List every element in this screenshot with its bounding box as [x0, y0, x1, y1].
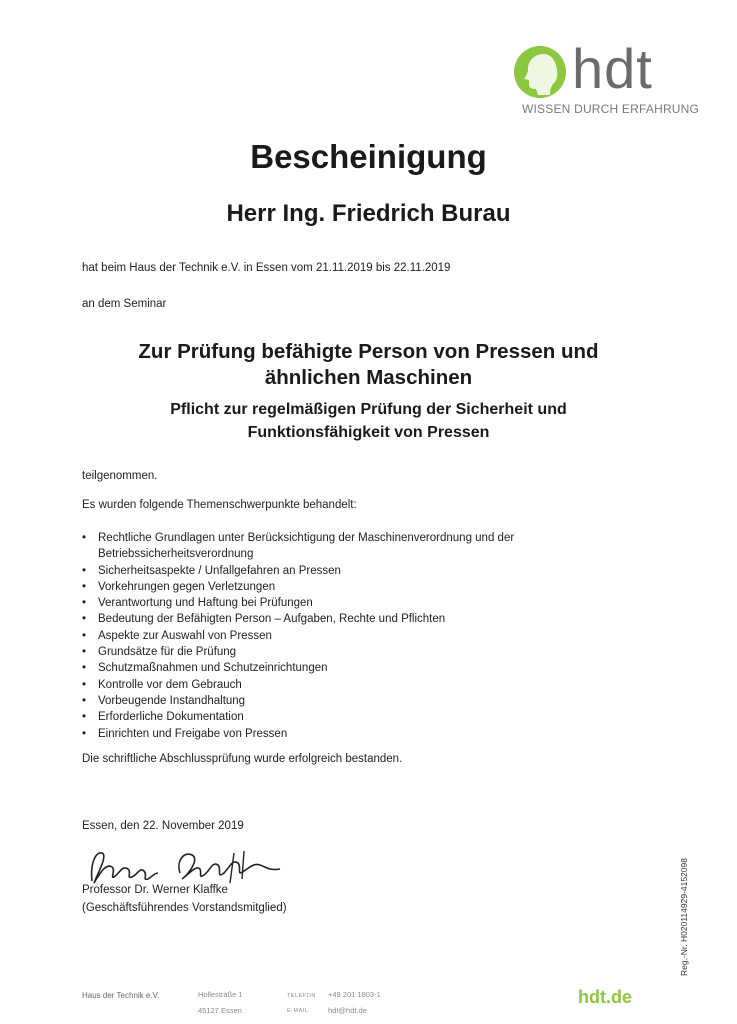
list-item: • Schutzmaßnahmen und Schutzeinrichtungen: [82, 660, 542, 676]
list-item: • Grundsätze für die Prüfung: [82, 644, 542, 660]
seminar-label: an dem Seminar: [82, 298, 167, 310]
head-silhouette-icon: [514, 46, 566, 98]
footer-email[interactable]: hdt@hdt.de: [328, 1006, 367, 1015]
seminar-title-line: ähnlichen Maschinen: [264, 366, 473, 389]
footer-phone: +49 201 1803-1: [328, 990, 381, 999]
seminar-subtitle: [0, 398, 737, 444]
hdt-logo: [514, 37, 700, 122]
footer-phone-label: TELEFON: [287, 993, 316, 999]
topics-list: [82, 530, 542, 742]
list-item: • Vorbeugende Instandhaltung: [82, 693, 542, 709]
list-item: • Sicherheitsaspekte / Unfallgefahren an Pressen: [82, 563, 542, 579]
list-item: • Erforderliche Dokumentation: [82, 709, 542, 725]
recipient-name: Herr Ing. Friedrich Burau: [226, 200, 511, 227]
seminar-subtitle-line: Pflicht zur regelmäßigen Prüfung der Sicherheit und: [170, 401, 567, 418]
footer-street: Hollestraße 1: [198, 990, 243, 999]
page-title: Bescheinigung: [250, 138, 487, 175]
list-item: • Bedeutung der Befähigten Person – Aufgaben, Rechte und Pflichten: [82, 611, 542, 627]
place-date: Essen, den 22. November 2019: [82, 820, 244, 832]
intro-text: hat beim Haus der Technik e.V. in Essen vom 21.11.2019 bis 22.11.2019: [82, 262, 451, 274]
seminar-title: [0, 339, 737, 391]
registration-number: Reg.-Nr. H020114929-4152098: [679, 858, 689, 976]
footer-website[interactable]: hdt.de: [578, 987, 632, 1007]
logo-wordmark: hdt: [572, 37, 653, 100]
list-item: • Rechtliche Grundlagen unter Berücksichtigung der Maschinenverordnung und der Betriebssicherheitsverordnung: [82, 530, 542, 563]
list-item: • Aspekte zur Auswahl von Pressen: [82, 628, 542, 644]
list-item: • Verantwortung und Haftung bei Prüfungen: [82, 595, 542, 611]
topics-heading: Es wurden folgende Themenschwerpunkte behandelt:: [82, 499, 357, 511]
list-item: • Kontrolle vor dem Gebrauch: [82, 677, 542, 693]
logo-tagline: WISSEN DURCH ERFAHRUNG: [522, 102, 700, 116]
head-silhouette-graphic: [514, 46, 566, 98]
footer-email-label: E-MAIL: [287, 1008, 309, 1014]
participated-text: teilgenommen.: [82, 470, 158, 482]
signer-role: (Geschäftsführendes Vorstandsmitglied): [82, 902, 287, 914]
list-item: • Einrichten und Freigabe von Pressen: [82, 726, 542, 742]
footer-org: Haus der Technik e.V.: [82, 991, 160, 1000]
seminar-title-line: Zur Prüfung befähigte Person von Pressen und: [138, 340, 599, 363]
signer-name: Professor Dr. Werner Klaffke: [82, 884, 228, 896]
seminar-subtitle-line: Funktionsfähigkeit von Pressen: [247, 424, 490, 441]
list-item: • Vorkehrungen gegen Verletzungen: [82, 579, 542, 595]
footer-city: 45127 Essen: [198, 1006, 242, 1015]
exam-result: Die schriftliche Abschlussprüfung wurde erfolgreich bestanden.: [82, 753, 403, 765]
